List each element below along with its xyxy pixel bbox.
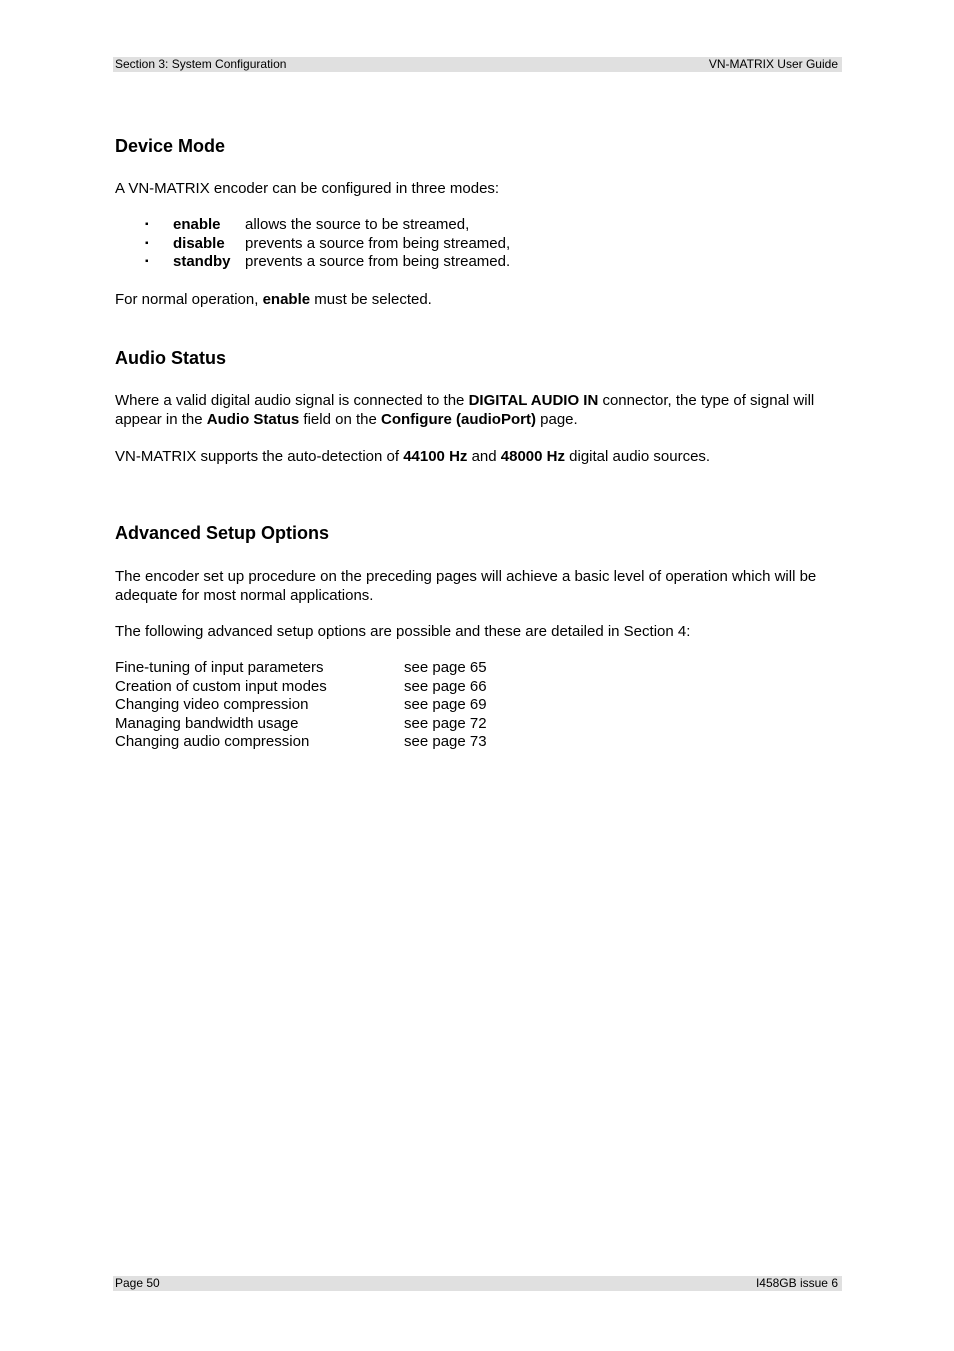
table-row xyxy=(115,733,535,752)
page-header xyxy=(113,57,842,72)
table-row xyxy=(115,715,535,734)
option-name: Changing audio compression xyxy=(115,733,310,751)
page-number: Page 50 xyxy=(115,1276,160,1290)
advanced-intro-paragraph: The encoder set up procedure on the preceding pages will achieve a basic level of operation which will be adequate for most normal applications. xyxy=(115,568,817,604)
option-page-ref: see page 66 xyxy=(404,677,487,695)
option-page-ref: see page 72 xyxy=(404,714,487,732)
audio-status-heading: Audio Status xyxy=(115,348,226,368)
option-page-ref: see page 73 xyxy=(404,733,487,751)
option-name: Fine-tuning of input parameters xyxy=(115,659,324,676)
device-mode-note: For normal operation, enable must be selected. xyxy=(115,291,432,308)
bullet-icon: ▪ xyxy=(145,256,149,268)
option-page-ref: see page 69 xyxy=(404,696,487,714)
option-page-ref: see page 65 xyxy=(404,659,487,676)
advanced-setup-heading: Advanced Setup Options xyxy=(115,523,330,543)
mode-description: allows the source to be streamed, xyxy=(245,216,470,233)
page-footer xyxy=(113,1276,842,1291)
table-row xyxy=(115,659,535,678)
advanced-options-table xyxy=(115,659,535,752)
device-mode-intro: A VN-MATRIX encoder can be configured in three modes: xyxy=(115,180,500,197)
option-name: Changing video compression xyxy=(115,696,309,714)
table-row xyxy=(115,696,535,715)
option-name: Managing bandwidth usage xyxy=(115,714,299,732)
table-row xyxy=(115,678,535,697)
document-issue: I458GB issue 6 xyxy=(755,1276,838,1290)
bullet-icon: ▪ xyxy=(145,237,149,249)
option-name: Creation of custom input modes xyxy=(115,677,327,695)
mode-description: prevents a source from being streamed, xyxy=(245,234,511,252)
mode-term: disable xyxy=(173,234,225,252)
mode-term: standby xyxy=(173,253,231,271)
mode-description: prevents a source from being streamed. xyxy=(245,253,511,271)
header-guide-title: VN-MATRIX User Guide xyxy=(708,57,838,71)
header-section-title: Section 3: System Configuration xyxy=(115,57,287,71)
audio-detection-paragraph: VN-MATRIX supports the auto-detection of 44100 Hz and 48000 Hz digital audio sources. xyxy=(115,448,711,465)
bullet-icon: ▪ xyxy=(145,219,149,230)
mode-term: enable xyxy=(173,216,221,233)
advanced-options-lead: The following advanced setup options are possible and these are detailed in Section 4: xyxy=(115,623,691,640)
device-mode-heading: Device Mode xyxy=(115,136,226,156)
audio-status-paragraph: Where a valid digital audio signal is connected to the DIGITAL AUDIO IN connector, the type of signal will appear in the Audio Status field on the Configure (audioPort) page. xyxy=(115,392,815,428)
